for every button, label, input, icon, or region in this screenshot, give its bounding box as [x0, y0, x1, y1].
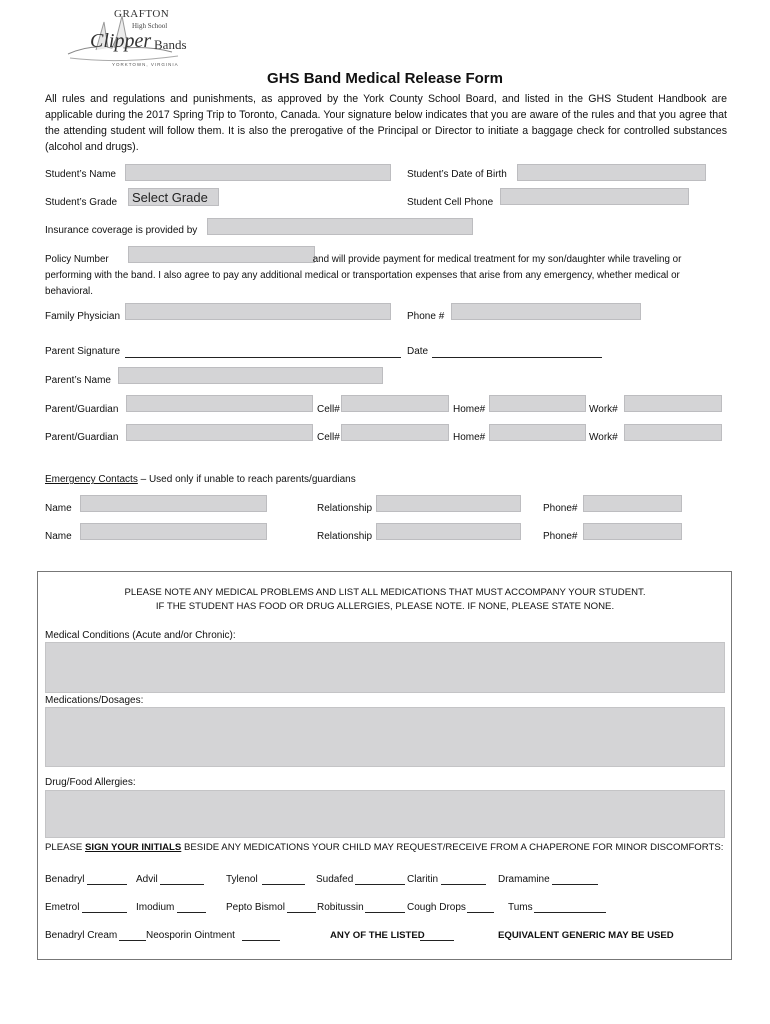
guardian2-work-field[interactable] — [624, 424, 722, 441]
med-imodium-line[interactable] — [177, 911, 206, 913]
med-imodium: Imodium — [136, 902, 175, 913]
med-sudafed-line[interactable] — [355, 883, 405, 885]
contact1-name-field[interactable] — [80, 495, 267, 512]
medical-note-line1: PLEASE NOTE ANY MEDICAL PROBLEMS AND LIST ALL MEDICATIONS THAT MUST ACCOMPANY YOUR STUDENT. — [124, 587, 646, 598]
policy-number-label: Policy Number — [45, 254, 109, 265]
contact2-phone-label: Phone# — [543, 531, 578, 542]
initials-emphasis: SIGN YOUR INITIALS — [85, 842, 182, 853]
school-logo — [60, 10, 200, 70]
guardian2-home-label: Home# — [453, 432, 486, 443]
student-dob-field[interactable] — [517, 164, 706, 181]
med-tums-line[interactable] — [534, 911, 606, 913]
policy-paragraph — [45, 252, 727, 300]
contact1-relationship-field[interactable] — [376, 495, 521, 512]
med-emetrol: Emetrol — [45, 902, 80, 913]
allergies-label: Drug/Food Allergies: — [45, 777, 136, 788]
med-claritin-line[interactable] — [441, 883, 486, 885]
student-cell-label: Student Cell Phone — [407, 197, 494, 208]
logo-bands: Bands — [154, 37, 187, 52]
guardian2-home-field[interactable] — [489, 424, 586, 441]
emergency-contacts-label: Emergency Contacts — [45, 474, 138, 485]
medications-label: Medications/Dosages: — [45, 695, 144, 706]
parent-name-label: Parent’s Name — [45, 375, 111, 386]
form-title: GHS Band Medical Release Form — [267, 70, 503, 87]
guardian2-cell-label: Cell# — [317, 432, 340, 443]
student-cell-field[interactable] — [500, 188, 689, 205]
med-advil-line[interactable] — [160, 883, 204, 885]
med-benadryl: Benadryl — [45, 874, 85, 885]
any-listed-label: ANY OF THE LISTED — [330, 930, 425, 941]
logo-grafton: GRAFTON — [114, 8, 170, 20]
initials-suffix: BESIDE ANY MEDICATIONS YOUR CHILD MAY REQUEST/RECEIVE FROM A CHAPERONE FOR MINOR DISCOMFORTS: — [181, 842, 724, 853]
conditions-field[interactable] — [45, 642, 725, 693]
med-benadryl-cream-line[interactable] — [119, 939, 146, 941]
insurance-label: Insurance coverage is provided by — [45, 225, 198, 236]
med-cough-drops: Cough Drops — [407, 902, 466, 913]
contact2-relationship-field[interactable] — [376, 523, 521, 540]
logo-high-school: High School — [132, 22, 168, 30]
family-physician-field[interactable] — [125, 303, 391, 320]
med-pepto: Pepto Bismol — [226, 902, 285, 913]
contact2-phone-field[interactable] — [583, 523, 682, 540]
med-tums: Tums — [508, 902, 533, 913]
guardian1-name-field[interactable] — [126, 395, 313, 412]
family-physician-label: Family Physician — [45, 311, 121, 322]
med-pepto-line[interactable] — [287, 911, 316, 913]
grade-select-value: Select Grade — [132, 190, 208, 205]
student-dob-label: Student’s Date of Birth — [407, 169, 507, 180]
med-sudafed: Sudafed — [316, 874, 354, 885]
guardian1-work-field[interactable] — [624, 395, 722, 412]
allergies-field[interactable] — [45, 790, 725, 838]
med-cough-drops-line[interactable] — [467, 911, 494, 913]
contact2-relationship-label: Relationship — [317, 531, 373, 542]
med-neosporin: Neosporin Ointment — [146, 930, 235, 941]
intro-paragraph: All rules and regulations and punishments, as approved by the York County School Board, and listed in the GHS Student Handbook are applicable during the 2017 Spring Trip to Toronto, Canada. Your signature below indicates that you are aware of the rules and that you agree that the attending student will follow them. It is also the prerogative of the Principal or Director to initiate a baggage check for controlled substances (alcohol and drugs). — [45, 93, 727, 153]
contact1-relationship-label: Relationship — [317, 503, 373, 514]
parent-signature-label: Parent Signature — [45, 346, 121, 357]
initials-prefix: PLEASE — [45, 842, 85, 853]
guardian1-cell-field[interactable] — [341, 395, 449, 412]
physician-phone-label: Phone # — [407, 311, 445, 322]
guardian1-home-field[interactable] — [489, 395, 586, 412]
logo-location: YORKTOWN, VIRGINIA — [112, 62, 179, 67]
student-name-label: Student’s Name — [45, 169, 116, 180]
med-robitussin: Robitussin — [317, 902, 364, 913]
med-tylenol: Tylenol — [226, 874, 258, 885]
date-label: Date — [407, 346, 429, 357]
guardian2-cell-field[interactable] — [341, 424, 449, 441]
med-claritin: Claritin — [407, 874, 439, 885]
med-neosporin-line[interactable] — [242, 939, 280, 941]
contact1-name-label: Name — [45, 503, 72, 514]
emergency-heading — [45, 474, 356, 486]
med-robitussin-line[interactable] — [365, 911, 405, 913]
guardian2-work-label: Work# — [589, 432, 618, 443]
guardian1-home-label: Home# — [453, 404, 486, 415]
medications-field[interactable] — [45, 707, 725, 767]
med-tylenol-line[interactable] — [262, 883, 305, 885]
any-listed-line[interactable] — [420, 939, 454, 941]
med-dramamine-line[interactable] — [552, 883, 598, 885]
emergency-note: – Used only if unable to reach parents/guardians — [137, 474, 356, 485]
contact1-phone-label: Phone# — [543, 503, 578, 514]
conditions-label: Medical Conditions (Acute and/or Chronic): — [45, 630, 236, 641]
med-benadryl-cream: Benadryl Cream — [45, 930, 118, 941]
guardian2-label: Parent/Guardian — [45, 432, 119, 443]
med-advil: Advil — [136, 874, 158, 885]
initials-instruction — [45, 842, 723, 854]
policy-text: and will provide payment for medical treatment for my son/daughter while traveling or performing with the band. I also agree to pay any additional medical or transportation expenses that arise from any emergency, whether medical or behavioral. — [45, 254, 682, 297]
logo-clipper: Clipper — [90, 30, 152, 52]
insurance-field[interactable] — [207, 218, 473, 235]
med-dramamine: Dramamine — [498, 874, 550, 885]
contact1-phone-field[interactable] — [583, 495, 682, 512]
guardian1-label: Parent/Guardian — [45, 404, 119, 415]
student-name-field[interactable] — [125, 164, 391, 181]
med-benadryl-line[interactable] — [87, 883, 127, 885]
medical-note-line2: IF THE STUDENT HAS FOOD OR DRUG ALLERGIES, PLEASE NOTE. IF NONE, PLEASE STATE NONE. — [155, 601, 615, 612]
guardian1-work-label: Work# — [589, 404, 618, 415]
contact2-name-field[interactable] — [80, 523, 267, 540]
contact2-name-label: Name — [45, 531, 72, 542]
med-emetrol-line[interactable] — [82, 911, 127, 913]
parent-signature-line[interactable] — [125, 356, 401, 358]
guardian1-cell-label: Cell# — [317, 404, 340, 415]
physician-phone-field[interactable] — [451, 303, 641, 320]
generic-note: EQUIVALENT GENERIC MAY BE USED — [498, 930, 674, 941]
guardian2-name-field[interactable] — [126, 424, 313, 441]
grade-select[interactable] — [128, 188, 219, 206]
parent-name-field[interactable] — [118, 367, 383, 384]
date-line[interactable] — [432, 356, 602, 358]
student-grade-label: Student’s Grade — [45, 197, 118, 208]
